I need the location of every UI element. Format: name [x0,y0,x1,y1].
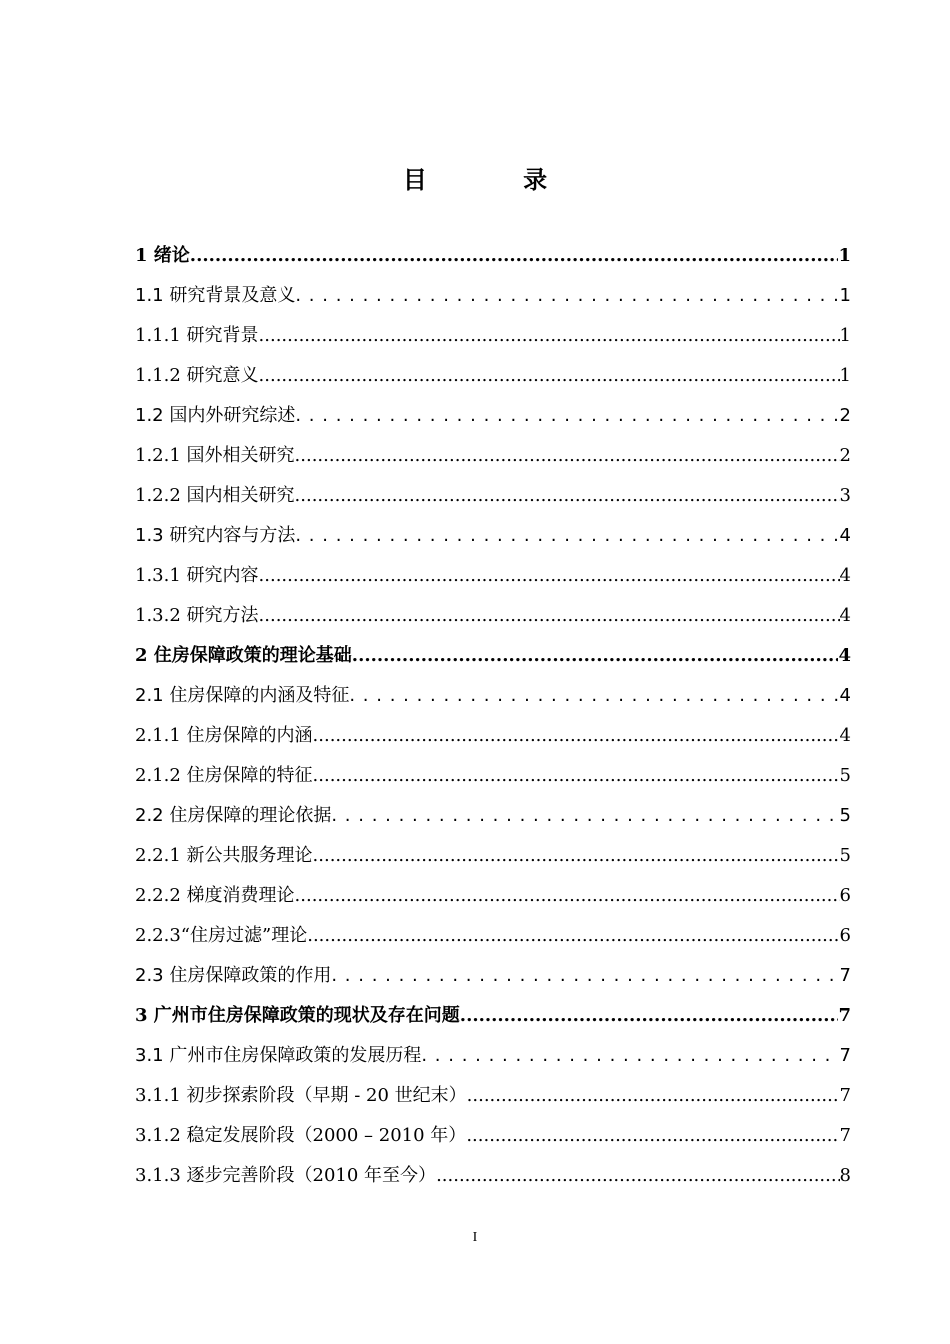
toc-entry-label: 3.1 广州市住房保障政策的发展历程 [135,1045,422,1066]
toc-entry-label: 1.1 研究背景及意义 [135,285,296,306]
toc-entry-label: 2.1 住房保障的内涵及特征 [135,685,350,706]
dot-leader [349,676,839,716]
toc-entry[interactable] [135,876,851,916]
toc-entry-page: 1 [839,285,851,306]
toc-entry-page: 5 [839,805,851,826]
dot-leader [467,1076,840,1116]
toc-entry[interactable] [135,1076,851,1116]
toc-entry-label: 1.3.2 研究方法 [135,605,259,626]
toc-entry-label: 1.1.1 研究背景 [135,325,259,346]
toc-entry[interactable] [135,476,851,516]
toc-entry-label: 1.2 国内外研究综述 [135,405,296,426]
dot-leader [352,636,839,676]
dot-leader [295,476,840,516]
toc-entry-page: 7 [839,1085,851,1106]
toc-entry-label: 1.3.1 研究内容 [135,565,259,586]
toc-entry-label: 2 住房保障政策的理论基础 [135,645,352,666]
toc-entry-label: 2.2.1 新公共服务理论 [135,845,313,866]
toc-entry-label: 3.1.2 稳定发展阶段（2000 – 2010 年） [135,1125,467,1146]
toc-entry[interactable] [135,996,851,1036]
toc-entry-label: 2.2.2 梯度消费理论 [135,885,295,906]
toc-entry-page: 7 [839,1125,851,1146]
toc-entry-label: 1 绪论 [135,245,190,266]
toc-entry-label: 3.1.3 逐步完善阶段（2010 年至今） [135,1165,437,1186]
toc-entry-page: 4 [838,645,851,666]
toc-entry-label: 2.2 住房保障的理论依据 [135,805,332,826]
toc-title: 目 录 [402,165,592,194]
dot-leader [460,996,839,1036]
toc-entry-label: 1.2.2 国内相关研究 [135,485,295,506]
toc-entry-label: 1.2.1 国外相关研究 [135,445,295,466]
dot-leader [259,316,840,356]
toc-entry-label: 1.1.2 研究意义 [135,365,259,386]
toc-entry-page: 8 [839,1165,851,1186]
toc-entry-label: 2.2.3“住房过滤”理论 [135,925,308,946]
toc-entry[interactable] [135,1156,851,1196]
toc-entry[interactable] [135,796,851,836]
toc-entry[interactable] [135,396,851,436]
dot-leader [331,956,839,996]
toc-entry-page: 2 [839,405,851,426]
toc-entry-page: 4 [839,605,851,626]
toc-entry[interactable] [135,276,851,316]
toc-entry-page: 7 [838,1005,851,1026]
toc-entry-page: 1 [838,245,851,266]
dot-leader [466,1116,839,1156]
toc-entry[interactable] [135,636,851,676]
dot-leader [295,876,840,916]
toc-entry[interactable] [135,556,851,596]
toc-entry[interactable] [135,596,851,636]
toc-entry-page: 4 [839,565,851,586]
toc-entry-label: 1.3 研究内容与方法 [135,525,296,546]
toc-entry[interactable] [135,676,851,716]
toc-entry-label: 2.3 住房保障政策的作用 [135,965,332,986]
toc-entry[interactable] [135,316,851,356]
dot-leader [331,796,839,836]
toc-entry-page: 7 [839,1045,851,1066]
toc-entry[interactable] [135,1036,851,1076]
toc-entry[interactable] [135,436,851,476]
dot-leader [295,396,839,436]
page-number: I [472,1230,478,1245]
dot-leader [295,436,840,476]
dot-leader [421,1036,839,1076]
toc-entry[interactable] [135,956,851,996]
dot-leader [295,276,839,316]
toc-entry-label: 2.1.2 住房保障的特征 [135,765,313,786]
toc-entry-page: 6 [839,925,851,946]
dot-leader [295,516,839,556]
dot-leader [259,356,840,396]
dot-leader [259,556,840,596]
toc-entry-page: 5 [839,845,851,866]
toc-entry-label: 3.1.1 初步探索阶段（早期 - 20 世纪末） [135,1085,467,1106]
dot-leader [259,596,840,636]
toc-entry-label: 3 广州市住房保障政策的现状及存在问题 [135,1005,460,1026]
toc-entry-page: 4 [839,725,851,746]
toc-entry[interactable] [135,356,851,396]
dot-leader [313,756,840,796]
toc-entry-page: 7 [839,965,851,986]
toc-entry[interactable] [135,1116,851,1156]
toc-entry[interactable] [135,756,851,796]
dot-leader [190,236,839,276]
toc-entry[interactable] [135,236,851,276]
toc-entry-page: 1 [839,365,851,386]
toc-entry-page: 3 [839,485,851,506]
toc-entry-page: 6 [839,885,851,906]
toc-entry-label: 2.1.1 住房保障的内涵 [135,725,313,746]
table-of-contents [135,236,851,1196]
dot-leader [313,836,840,876]
toc-entry-page: 1 [839,325,851,346]
toc-entry-page: 4 [839,685,851,706]
toc-entry-page: 4 [839,525,851,546]
dot-leader [313,716,840,756]
toc-entry[interactable] [135,516,851,556]
toc-entry[interactable] [135,716,851,756]
toc-entry-page: 5 [839,765,851,786]
toc-entry[interactable] [135,836,851,876]
toc-entry[interactable] [135,916,851,956]
dot-leader [436,1156,839,1196]
dot-leader [307,916,839,956]
toc-entry-page: 2 [839,445,851,466]
